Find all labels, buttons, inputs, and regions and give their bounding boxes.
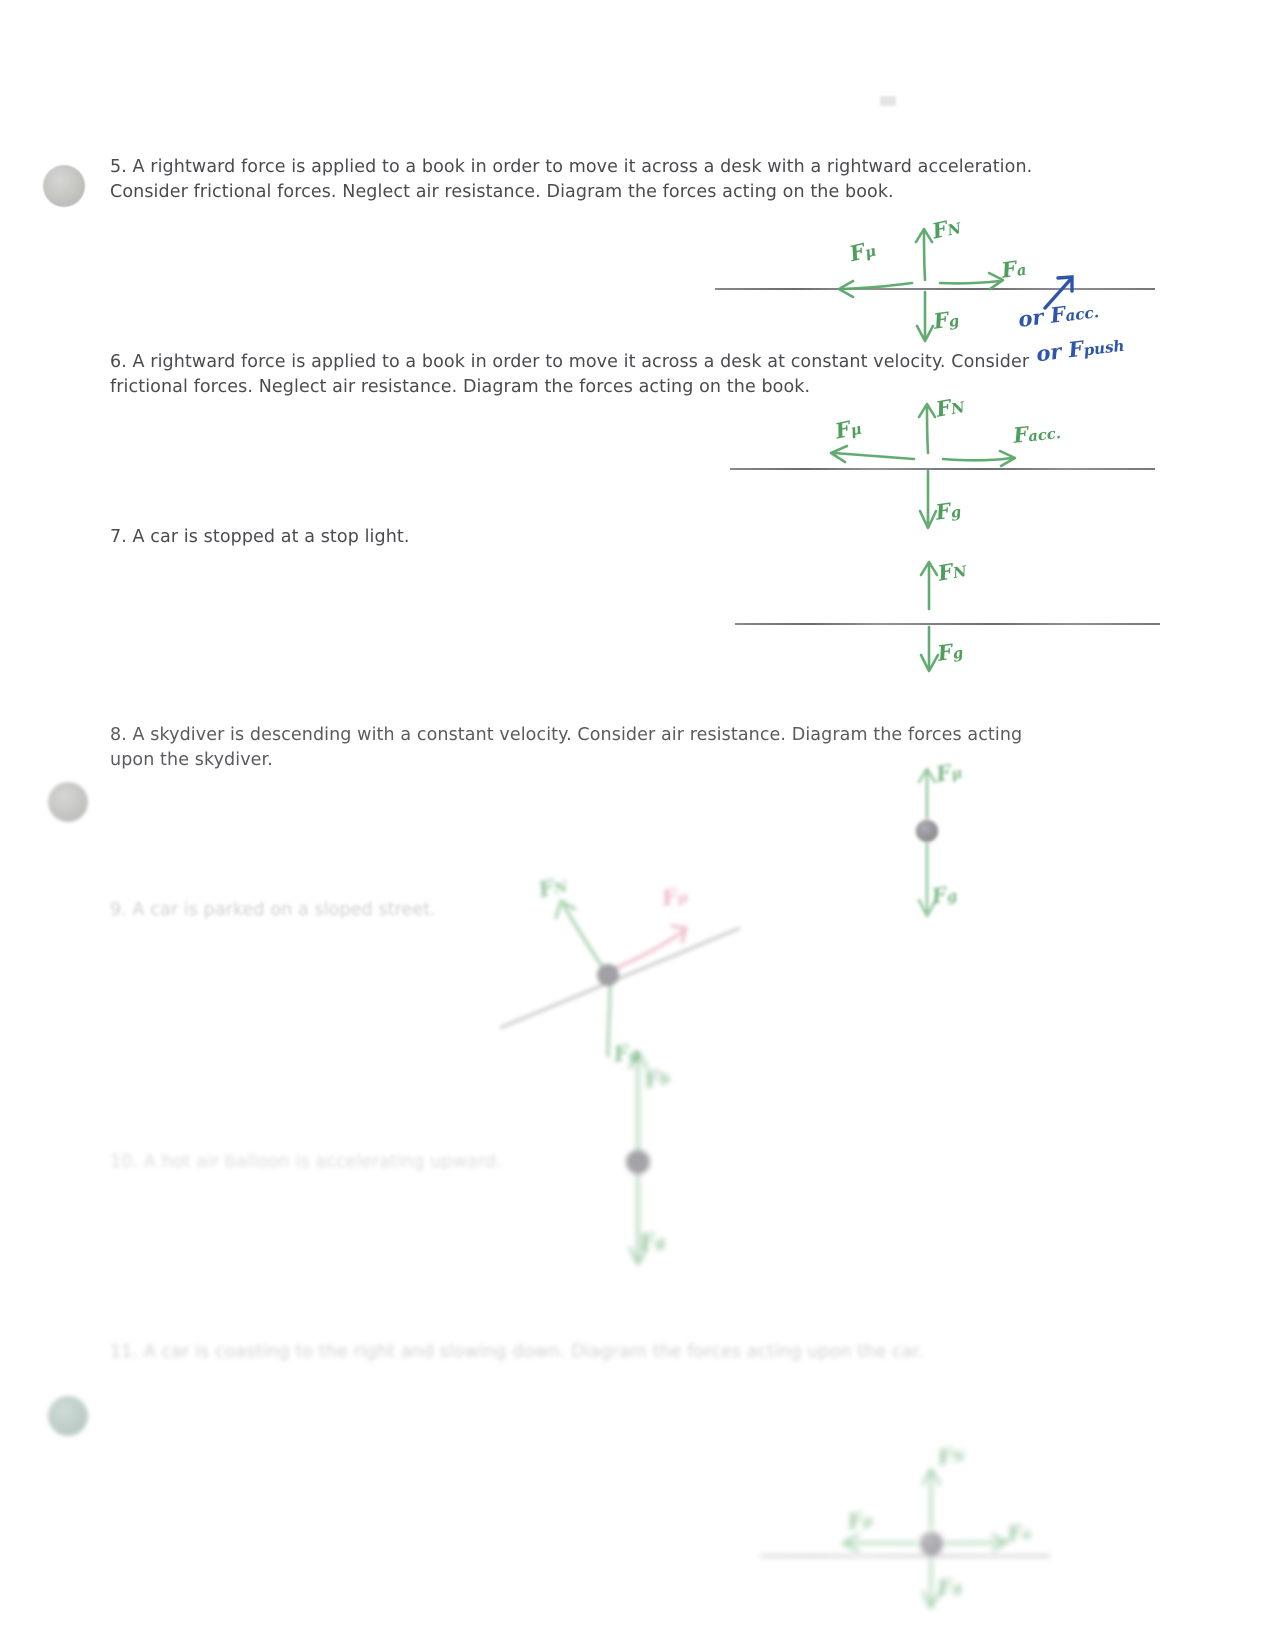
scan-artifact-blob	[48, 1396, 88, 1436]
label-normal: FN	[936, 1443, 967, 1470]
question-11-text: 11. A car is coasting to the right and slowing down. Diagram the forces acting upon the car.	[110, 1342, 924, 1362]
label-applied: Fa	[1000, 255, 1028, 283]
question-5-text: 5. A rightward force is applied to a book in order to move it across a desk with a rightward acceleration. Consider frictional forces. Neglect air resistance. Diagram the forces acting on the book.	[110, 157, 1033, 202]
force-arrows	[700, 555, 1160, 685]
diagram-8	[860, 760, 1060, 950]
force-arrows	[860, 760, 1060, 950]
incline-line	[500, 928, 740, 1028]
label-normal: FN	[930, 215, 963, 244]
label-gravity: Fg	[934, 497, 963, 525]
scan-artifact-blob	[48, 782, 88, 822]
question-10-text: 10. A hot air balloon is accelerating upward.	[110, 1152, 502, 1172]
label-gravity: Fg	[936, 638, 965, 666]
force-arrows	[700, 395, 1160, 545]
label-gravity: Fg	[612, 1039, 641, 1067]
blue-note-line-2: or Fpush	[1034, 335, 1126, 367]
diagram-7	[700, 555, 1160, 685]
diagram-9	[490, 860, 780, 1067]
scan-artifact-mark	[880, 96, 896, 106]
label-friction: Fμ	[847, 238, 878, 267]
incline-and-forces	[490, 860, 780, 1060]
diagram-6	[700, 395, 1160, 545]
label-gravity: Fg	[932, 306, 961, 334]
label-gravity: Fg	[638, 1227, 667, 1255]
label-buoyant: Fb	[642, 1064, 672, 1093]
question-9-text: 9. A car is parked on a sloped street.	[110, 900, 436, 920]
object-dot	[597, 964, 619, 986]
force-arrows	[750, 1400, 1100, 1600]
label-friction: Fμ	[660, 883, 690, 911]
label-applied: Fa	[1006, 1520, 1033, 1546]
scan-artifact-blob	[43, 165, 85, 207]
object-dot	[626, 1150, 650, 1174]
question-7-text: 7. A car is stopped at a stop light.	[110, 527, 410, 547]
label-friction: Fμ	[833, 415, 864, 444]
label-applied: Facc.	[1012, 421, 1062, 448]
label-gravity: Fg	[930, 881, 959, 909]
label-normal: FN	[536, 874, 570, 903]
diagram-10	[580, 1040, 740, 1290]
diagram-11	[750, 1400, 1100, 1600]
label-air-resistance: Fμ	[934, 759, 964, 787]
label-normal: FN	[936, 558, 969, 586]
blue-note-line-1: or Facc.	[1016, 301, 1100, 332]
label-friction: Fμ	[846, 1507, 875, 1534]
question-6-text: 6. A rightward force is applied to a book in order to move it across a desk at constant velocity. Consider frictional forces. Neglect air resistance. Diagram the forces acting on the book.	[110, 352, 1030, 397]
question-8-text: 8. A skydiver is descending with a constant velocity. Consider air resistance. Diagram the forces acting upon the skydiver.	[110, 725, 1023, 770]
label-gravity: Fg	[936, 1574, 963, 1600]
label-normal: FN	[934, 394, 967, 422]
